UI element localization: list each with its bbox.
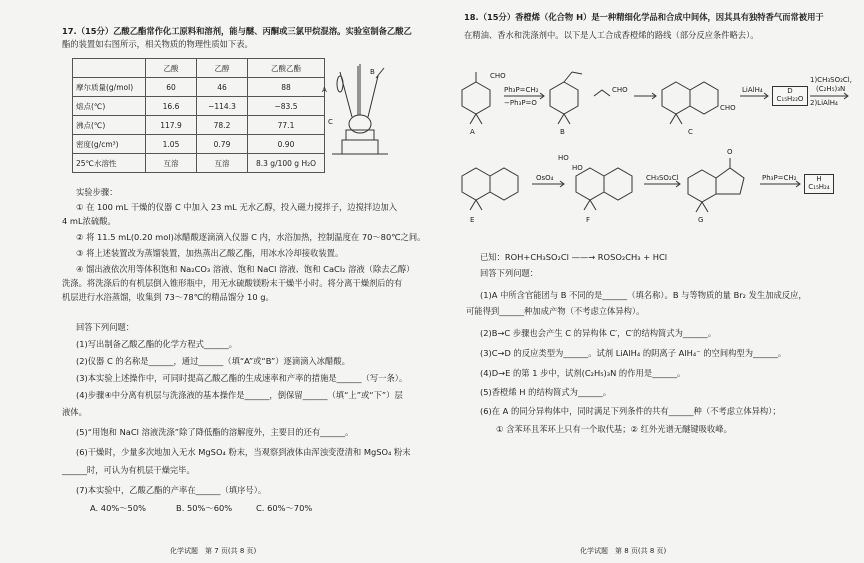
table-cell: −83.5	[248, 97, 325, 116]
question-6-line1: (6)干燥时，少量多次地加入无水 MgSO₄ 粉末，当观察到液体由浑浊变澄清和 MgSO₄ 粉末	[76, 447, 411, 457]
table-cell: 88	[248, 78, 325, 97]
question-3: (3)本实验上述操作中，可同时提高乙酸乙酯的生成速率和产率的措施是______（写一条）。	[76, 373, 408, 383]
table-header-row	[73, 59, 325, 78]
known-reaction: 已知：ROH+CH₃SO₂Cl ——→ ROSO₂CH₃ + HCl	[480, 252, 668, 262]
table-header: 乙酸	[146, 59, 197, 78]
apparatus-label-a: A	[322, 86, 327, 94]
cho-label: CHO	[490, 72, 506, 80]
question-4-line1: (4)步骤④中分离有机层与洗涤液的基本操作是______，倒保留______（填“上”或“下”）层	[76, 390, 403, 400]
apparatus-label-b: B	[370, 68, 375, 76]
reagent-ab-top: Ph₃P=CH₂	[504, 86, 539, 94]
table-cell: 46	[197, 78, 248, 97]
reagent-de-3: 2)LiAlH₄	[810, 99, 838, 107]
table-header: 乙酸乙酯	[248, 59, 325, 78]
apparatus-diagram	[322, 56, 394, 162]
question-4-line2: 液体。	[62, 407, 87, 417]
step-2: ② 将 11.5 mL(0.20 mol)冰醋酸逐滴滴入仪器 C 内，水浴加热，控制温度在 70～80℃之间。	[76, 232, 426, 242]
step-1-line2: 4 mL浓硫酸。	[62, 216, 116, 226]
reagent-fg: CH₃SO₂Cl	[646, 174, 679, 182]
box-d-formula: C₁₅H₂₂O	[776, 95, 804, 103]
cho-label-c: CHO	[720, 104, 736, 112]
table-cell: 16.6	[146, 97, 197, 116]
molecule-label-f: F	[586, 216, 591, 224]
question-2-right: (2)B→C 步骤也会产生 C 的异构体 C′，C′的结构简式为______。	[480, 328, 717, 338]
molecule-label-g: G	[698, 216, 704, 224]
table-cell: 77.1	[248, 116, 325, 135]
step-1-line1: ① 在 100 mL 干燥的仪器 C 中加入 23 mL 无水乙醇，投入磁力搅拌子，边搅拌边加入	[76, 202, 398, 212]
table-cell: 0.79	[197, 135, 248, 154]
molecule-label-c: C	[688, 128, 693, 136]
molecule-label-e: E	[470, 216, 475, 224]
table-cell: −114.3	[197, 97, 248, 116]
table-cell: 沸点(℃)	[73, 116, 146, 135]
answer-title-right: 回答下列问题：	[480, 268, 539, 278]
table-cell: 互溶	[146, 154, 197, 173]
table-row	[73, 116, 325, 135]
step-3: ③ 将上述装置改为蒸馏装置，加热蒸出乙酸乙酯，用冰水冷却接收装置。	[76, 248, 344, 258]
question-1-line1: (1)A 中所含官能团与 B 不同的是______（填名称）。B 与等物质的量 Br₂ 发生加成反应，	[480, 290, 807, 300]
question-5-right: (5)香橙烯 H 的结构简式为______。	[480, 387, 612, 397]
box-d	[772, 86, 808, 106]
table-cell: 互溶	[197, 154, 248, 173]
reagent-ab-bottom: −Ph₃P=O	[504, 99, 537, 107]
table-row	[73, 78, 325, 97]
q17-intro-line1: 17.（15分）乙酸乙酯常作化工原料和溶剂，能与醚、丙酮或三氯甲烷混溶。实验室制备乙酸乙	[62, 26, 412, 36]
table-row	[73, 97, 325, 116]
synthesis-route-row2	[440, 146, 864, 230]
reagent-de-1: 1)CH₃SO₂Cl,	[810, 76, 852, 84]
question-7: (7)本实验中，乙酸乙酯的产率在______（填序号）。	[76, 485, 267, 495]
reagent-ef: OsO₄	[536, 174, 554, 182]
q18-intro-line2: 在精油、香水和洗涤剂中。以下是人工合成香橙烯的路线（部分反应条件略去）。	[464, 30, 759, 40]
ho-label-1: HO	[558, 154, 569, 162]
box-h-formula: C₁₅H₂₄	[808, 183, 830, 191]
table-cell: 摩尔质量(g/mol)	[73, 78, 146, 97]
option-c: C. 60%～70%	[256, 503, 313, 513]
property-table	[72, 58, 325, 173]
answer-title: 回答下列问题：	[76, 322, 135, 332]
box-d-label: D	[787, 87, 793, 95]
page-footer-right: 化学试题 第 8 页(共 8 页)	[580, 547, 667, 555]
box-h-label: H	[816, 175, 822, 183]
reagent-gh: Ph₃P=CH₂	[762, 174, 797, 182]
table-cell: 8.3 g/100 g H₂O	[248, 154, 325, 173]
table-cell: 117.9	[146, 116, 197, 135]
question-4-right: (4)D→E 的第 1 步中，试剂(C₂H₅)₃N 的作用是______。	[480, 368, 686, 378]
q17-intro-line2: 酯的装置如右图所示，相关物质的物理性质如下表。	[62, 39, 253, 49]
question-3-right: (3)C→D 的反应类型为______。试剂 LiAlH₄ 的阴离子 AlH₄⁻ 的空间构型为______。	[480, 348, 787, 358]
table-header: 乙醇	[197, 59, 248, 78]
step-4-line1: ④ 馏出液依次用等体积饱和 Na₂CO₃ 溶液、饱和 NaCl 溶液、饱和 CaCl₂ 溶液（除去乙醇）	[76, 264, 415, 274]
table-cell: 熔点(℃)	[73, 97, 146, 116]
table-cell: 0.90	[248, 135, 325, 154]
molecule-label-b: B	[560, 128, 565, 136]
steps-title: 实验步骤：	[76, 187, 118, 197]
table-cell: 1.05	[146, 135, 197, 154]
question-5: (5)“用饱和 NaCl 溶液洗涤”除了降低酯的溶解度外，主要目的还有______。	[76, 427, 354, 437]
option-a: A. 40%～50%	[90, 503, 146, 513]
table-cell: 78.2	[197, 116, 248, 135]
table-cell: 密度(g/cm³)	[73, 135, 146, 154]
ho-label-2: HO	[572, 164, 583, 172]
cho-label-dienophile: CHO	[612, 86, 628, 94]
q18-intro-line1: 18.（15分）香橙烯（化合物 H）是一种精细化学品和合成中间体，因其具有独特香气而常被用于	[464, 12, 824, 22]
question-6-right: (6)在 A 的同分异构体中，同时满足下列条件的共有______种（不考虑立体异构）；	[480, 406, 781, 416]
question-6-line2: ______时，可认为有机层干燥完毕。	[62, 465, 195, 475]
molecule-label-a: A	[470, 128, 475, 136]
question-1-line2: 可能得到______种加成产物（不考虑立体异构）。	[466, 306, 645, 316]
page-footer: 化学试题 第 7 页(共 8 页)	[170, 547, 257, 555]
reagent-de-2: (C₂H₅)₃N	[816, 85, 846, 93]
table-cell: 60	[146, 78, 197, 97]
option-b: B. 50%～60%	[176, 503, 233, 513]
synthesis-route-row1	[440, 60, 864, 140]
question-1: (1)写出制备乙酸乙酯的化学方程式______。	[76, 339, 238, 349]
question-2: (2)仪器 C 的名称是______，通过______（填“A”或“B”）逐滴滴入冰醋酸。	[76, 356, 350, 366]
ketone-o-label: O	[727, 148, 733, 156]
table-row	[73, 135, 325, 154]
page-8	[440, 0, 864, 563]
route-row2-drawing	[440, 146, 864, 230]
table-row	[73, 154, 325, 173]
box-h	[804, 174, 834, 194]
reagent-cd: LiAlH₄	[742, 86, 763, 94]
table-cell: 25℃水溶性	[73, 154, 146, 173]
apparatus-label-c: C	[328, 118, 333, 126]
table-header	[73, 59, 146, 78]
question-6-conditions: ① 含苯环且苯环上只有一个取代基；② 红外光谱无醚键吸收峰。	[496, 424, 732, 434]
step-4-line2: 洗涤。将洗涤后的有机层倒入锥形瓶中，用无水硫酸镁粉末干燥半小时。将分离干燥剂后的有	[62, 278, 403, 288]
apparatus-drawing	[322, 56, 394, 162]
step-4-line3: 机层进行水浴蒸馏，收集到 73～78℃的精品馏分 10 g。	[62, 292, 274, 302]
